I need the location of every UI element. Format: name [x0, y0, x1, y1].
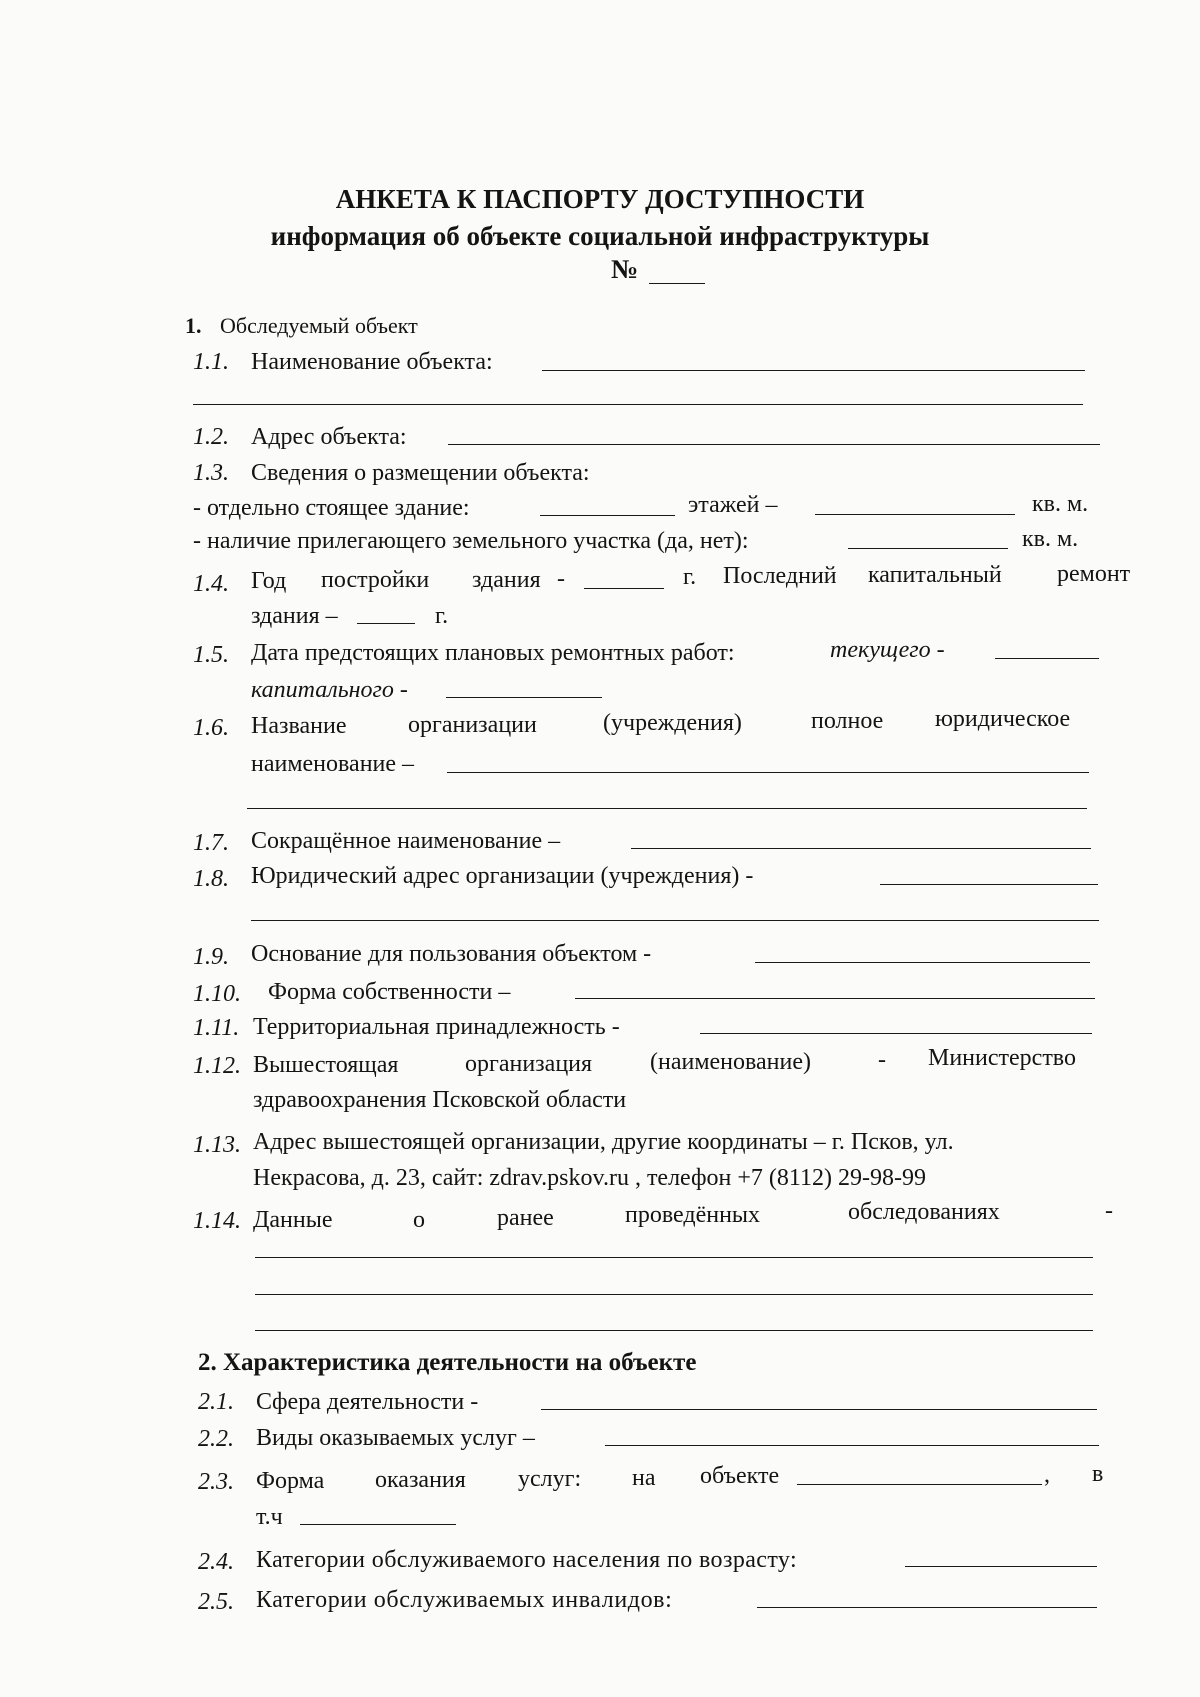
number-label: № [611, 254, 639, 284]
superior-address: Некрасова, д. 23, сайт: zdrav.pskov.ru , телефон +7 (8112) 29-98-99 [253, 1165, 927, 1191]
object-name-blank[interactable] [542, 370, 1085, 371]
item-1-14-number: 1.14. [193, 1208, 241, 1234]
object-word: объекте [700, 1463, 780, 1489]
conducted-word: проведённых [625, 1202, 761, 1228]
item-1-11-number: 1.11. [193, 1015, 240, 1041]
item-1-1-number: 1.1. [193, 349, 229, 375]
year-abbr-2: г. [435, 603, 449, 629]
item-1-3-number: 1.3. [193, 460, 229, 486]
item-2-4-label: Категории обслуживаемого населения по возрасту: [256, 1547, 798, 1573]
item-1-9-label: Основание для пользования объектом - [251, 941, 652, 967]
about-word: о [413, 1207, 425, 1233]
services-word: услуг: [518, 1466, 582, 1492]
short-name-blank[interactable] [631, 848, 1091, 849]
item-1-10-label: Форма собственности – [268, 979, 511, 1005]
item-1-2-number: 1.2. [193, 424, 229, 450]
item-2-3-number: 2.3. [198, 1469, 234, 1495]
in-word: в [1092, 1461, 1104, 1487]
on-word: на [632, 1465, 656, 1491]
including-blank[interactable] [300, 1524, 456, 1525]
dash-1-12: - [878, 1047, 886, 1073]
item-2-5-number: 2.5. [198, 1589, 234, 1615]
capital-repair-blank[interactable] [446, 697, 602, 698]
institution-word: (учреждения) [603, 710, 742, 736]
year-abbr: г. [683, 564, 697, 590]
surveys-blank-1[interactable] [255, 1257, 1093, 1258]
full-word: полное [811, 708, 884, 734]
legal-address-blank-2[interactable] [251, 920, 1099, 921]
item-1-3-label: Сведения о размещении объекта: [251, 460, 590, 486]
dash-1-4: - [557, 566, 565, 592]
organization-word: организации [408, 712, 537, 738]
item-2-2-number: 2.2. [198, 1426, 234, 1452]
item-1-7-label: Сокращённое наименование – [251, 828, 561, 854]
superior-word: Вышестоящая [253, 1052, 399, 1078]
document-title: АНКЕТА К ПАСПОРТУ ДОСТУПНОСТИ [335, 184, 865, 214]
construction-word: постройки [321, 567, 430, 593]
legal-name-label: наименование – [251, 751, 415, 777]
item-1-1-label: Наименование объекта: [251, 349, 493, 375]
activity-sphere-blank[interactable] [541, 1409, 1097, 1410]
current-repair-blank[interactable] [995, 658, 1099, 659]
sq-m-unit-a: кв. м. [1032, 491, 1089, 517]
item-1-9-number: 1.9. [193, 944, 229, 970]
legal-address-blank[interactable] [880, 884, 1098, 885]
ownership-form-blank[interactable] [575, 998, 1095, 999]
section2-title: 2. Характеристика деятельности на объекте [198, 1349, 697, 1376]
document-subtitle: информация об объекте социальной инфраструктуры [270, 221, 930, 251]
repair-word: ремонт [1057, 561, 1131, 587]
item-1-2-label: Адрес объекта: [251, 424, 407, 450]
form-word: Форма [256, 1468, 325, 1494]
provision-word: оказания [375, 1467, 466, 1493]
item-1-4-number: 1.4. [193, 571, 229, 597]
surveys-blank-2[interactable] [255, 1294, 1093, 1295]
disability-categories-blank[interactable] [757, 1607, 1097, 1608]
building-repair-label: здания – [251, 603, 338, 629]
comma-2-3: , [1044, 1462, 1050, 1488]
section1-number: 1. [185, 313, 202, 338]
territorial-affiliation-blank[interactable] [700, 1033, 1092, 1034]
floors-blank[interactable] [815, 514, 1015, 515]
detached-building-label: - отдельно стоящее здание: [193, 495, 470, 521]
organization-word-2: организация [465, 1051, 593, 1077]
item-1-7-number: 1.7. [193, 830, 229, 856]
last-word: Последний [723, 563, 837, 589]
floors-label: этажей – [688, 492, 778, 518]
object-name-blank-2[interactable] [193, 404, 1083, 405]
item-2-2-label: Виды оказываемых услуг – [256, 1425, 535, 1451]
item-1-5-number: 1.5. [193, 642, 229, 668]
item-1-8-label: Юридический адрес организации (учреждения) - [251, 863, 754, 889]
object-address-blank[interactable] [448, 444, 1100, 445]
ministry-name: здравоохранения Псковской области [253, 1087, 627, 1113]
usage-basis-blank[interactable] [755, 962, 1090, 963]
earlier-word: ранее [497, 1205, 554, 1231]
legal-name-blank-2[interactable] [247, 808, 1087, 809]
service-form-blank[interactable] [797, 1484, 1042, 1485]
age-categories-blank[interactable] [905, 1566, 1097, 1567]
item-1-13-number: 1.13. [193, 1132, 241, 1158]
item-2-5-label: Категории обслуживаемых инвалидов: [256, 1587, 673, 1613]
item-1-10-number: 1.10. [193, 981, 241, 1007]
land-plot-blank[interactable] [848, 548, 1008, 549]
item-2-1-label: Сфера деятельности - [256, 1389, 479, 1415]
item-2-1-number: 2.1. [198, 1389, 234, 1415]
sq-m-unit-b: кв. м. [1022, 526, 1079, 552]
dash-1-14: - [1105, 1198, 1113, 1224]
legal-name-blank[interactable] [447, 772, 1089, 773]
ministry-word: Министерство [928, 1045, 1076, 1071]
current-repair-label: текущего - [830, 637, 945, 663]
capital-repair-label: капитального - [251, 677, 408, 703]
land-plot-label: - наличие прилегающего земельного участка (да, нет): [193, 528, 749, 554]
item-1-6-number: 1.6. [193, 715, 229, 741]
section1-title: Обследуемый объект [220, 313, 418, 338]
construction-year-blank[interactable] [584, 588, 664, 589]
naming-word: (наименование) [650, 1049, 812, 1075]
item-1-13-label: Адрес вышестоящей организации, другие координаты – г. Псков, ул. [253, 1129, 954, 1155]
number-blank[interactable] [649, 283, 705, 284]
building-word: здания [472, 567, 541, 593]
item-2-4-number: 2.4. [198, 1549, 234, 1575]
detached-building-blank[interactable] [540, 515, 675, 516]
year-word: Год [251, 568, 287, 594]
item-1-5-label: Дата предстоящих плановых ремонтных работ: [251, 640, 735, 666]
item-1-11-label: Территориальная принадлежность - [253, 1014, 620, 1040]
capital-repair-year-blank[interactable] [357, 623, 415, 624]
surveys-blank-3[interactable] [255, 1330, 1093, 1331]
legal-word: юридическое [935, 706, 1071, 732]
data-word: Данные [253, 1207, 333, 1233]
service-types-blank[interactable] [605, 1445, 1099, 1446]
capital-word: капитальный [868, 562, 1002, 588]
item-1-12-number: 1.12. [193, 1053, 241, 1079]
item-1-8-number: 1.8. [193, 866, 229, 892]
including-label: т.ч [256, 1504, 283, 1530]
surveys-word: обследованиях [848, 1199, 1000, 1225]
name-word: Название [251, 713, 347, 739]
